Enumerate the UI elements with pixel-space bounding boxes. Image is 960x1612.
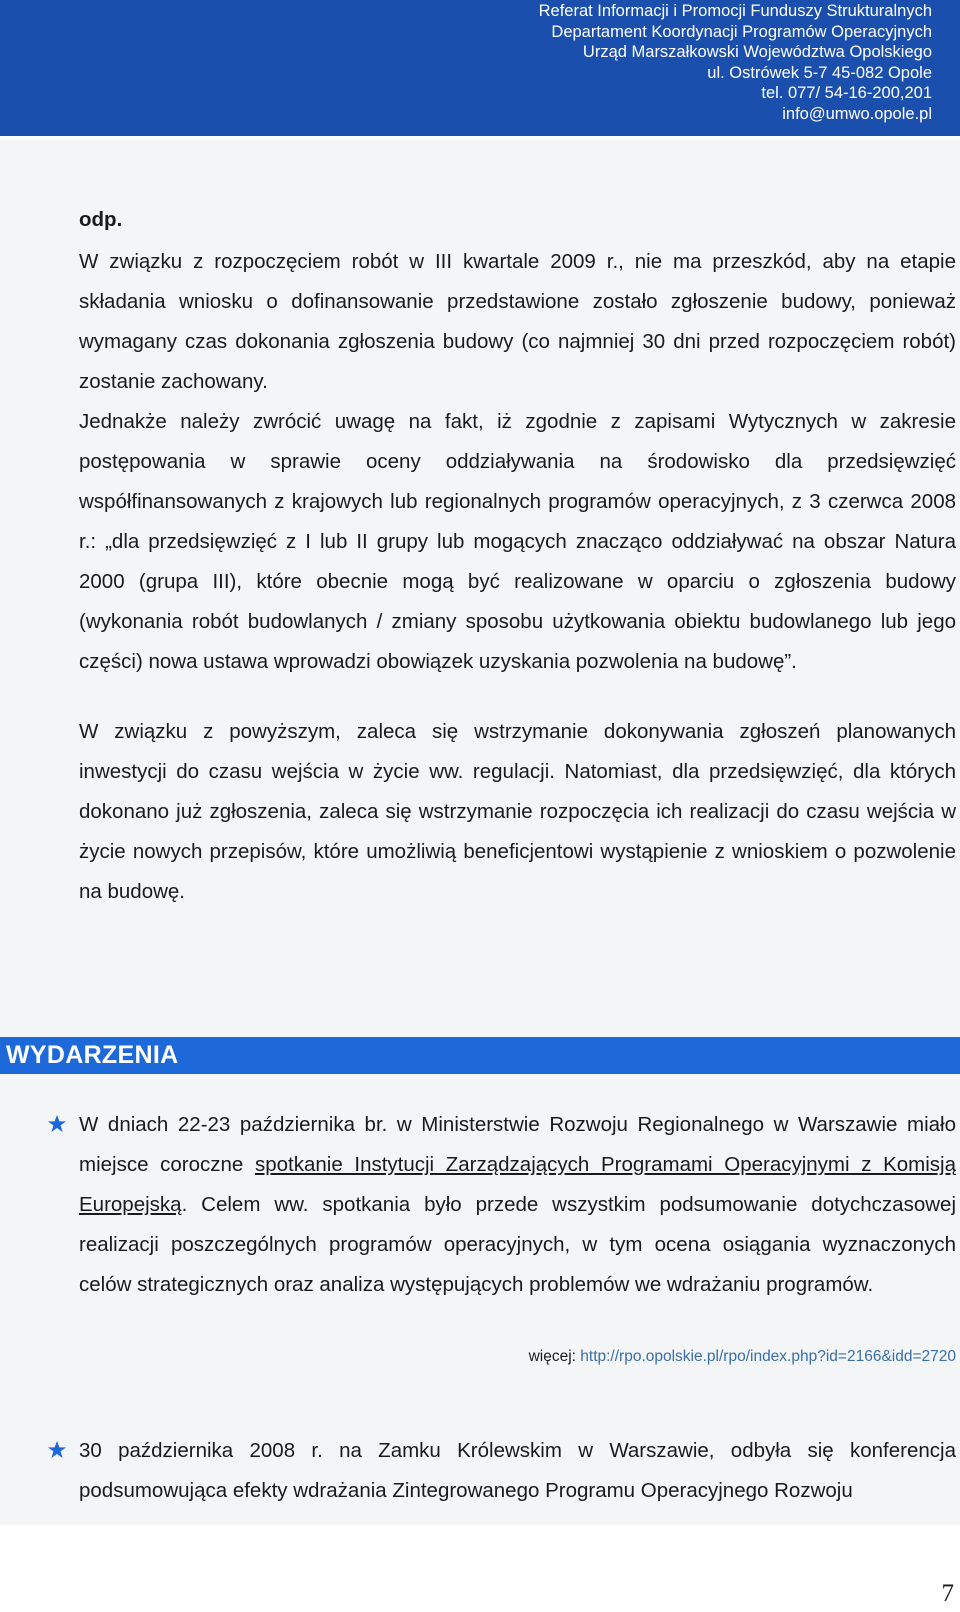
contact-lines (539, 0, 932, 124)
event-1-text-end: . Celem ww. spotkania było przede wszystkim podsumowanie dotychczasowej realizacji poszczególnych programów operacyjnych, w tym ocena osiągania wyznaczonych celów strategicznych oraz analiza występujących problemów we wdrażaniu programów. (79, 1193, 956, 1296)
answer-paragraph-3: W związku z powyższym, zaleca się wstrzymanie dokonywania zgłoszeń planowanych inwestycji do czasu wejścia w życie ww. regulacji. Natomiast, dla przedsięwzięć, dla których dokonano już zgłoszenia, zaleca się wstrzymanie rozpoczęcia ich realizacji do czasu wejścia w życie nowych przepisów, które umożliwią beneficjentowi wystąpienie z wnioskiem o pozwolenie na budowę. (79, 720, 956, 903)
header-line-email[interactable]: info@umwo.opole.pl (782, 104, 932, 123)
more-url-link[interactable]: http://rpo.opolskie.pl/rpo/index.php?id=2166&idd=2720 (580, 1348, 956, 1365)
header-line-office: Urząd Marszałkowski Województwa Opolskiego (582, 43, 932, 61)
header-line-address: ul. Ostrówek 5-7 45-082 Opole (707, 63, 932, 82)
more-label: więcej: (528, 1348, 581, 1365)
star-icon (47, 1440, 67, 1460)
contact-header (0, 0, 960, 136)
answer-paragraph-2: Jednakże należy zwrócić uwagę na fakt, iż zgodnie z zapisami Wytycznych w zakresie postępowania w sprawie oceny oddziaływania na środowisko dla przedsięwzięć współfinansowanych z krajowych lub regionalnych programów operacyjnych, z 3 czerwca 2008 r.: „dla przedsięwzięć z I lub II grupy lub mogących znacząco oddziaływać na obszar Natura 2000 (grupa III), które obecnie mogą być realizowane w oparciu o zgłoszenia budowy (wykonania robót budowlanych / zmiany sposobu użytkowania obiektu budowlanego lub jego części) nowa ustawa wprowadzi obowiązek uzyskania pozwolenia na budowę”. (79, 410, 956, 673)
event-item-2: 30 października 2008 r. na Zamku Królewskim w Warszawie, odbyła się konferencja podsumowująca efekty wdrażania Zintegrowanego Programu Operacyjnego Rozwoju (79, 1439, 956, 1502)
page-number: 7 (941, 1580, 954, 1607)
event-item-1 (79, 1105, 956, 1305)
star-icon (47, 1114, 67, 1134)
header-line-phone: tel. 077/ 54-16-200,201 (761, 84, 932, 102)
header-line-department-unit: Referat Informacji i Promocji Funduszy Strukturalnych (538, 2, 932, 20)
answer-paragraph-1: W związku z rozpoczęciem robót w III kwartale 2009 r., nie ma przeszkód, aby na etapie składania wniosku o dofinansowanie przedstawione zostało zgłoszenie budowy, ponieważ wymagany czas dokonania zgłoszenia budowy (co najmniej 30 dni przed rozpoczęciem robót) zostanie zachowany. (79, 250, 956, 393)
more-info (529, 1348, 956, 1366)
meeting-link[interactable]: spotkanie Instytucji Zarządzających Programami Operacyjnymi z Komisją Europejską (79, 1153, 957, 1216)
events-section-header (0, 1037, 960, 1074)
answer-label: odp. (79, 208, 123, 231)
event-1-text-start: W dniach 22-23 października br. w Ministerstwie Rozwoju Regionalnego w Warszawie miało miejsce coroczne (79, 1113, 956, 1176)
events-section-title: WYDARZENIA (6, 1041, 179, 1069)
header-line-department: Departament Koordynacji Programów Operacyjnych (551, 22, 932, 41)
